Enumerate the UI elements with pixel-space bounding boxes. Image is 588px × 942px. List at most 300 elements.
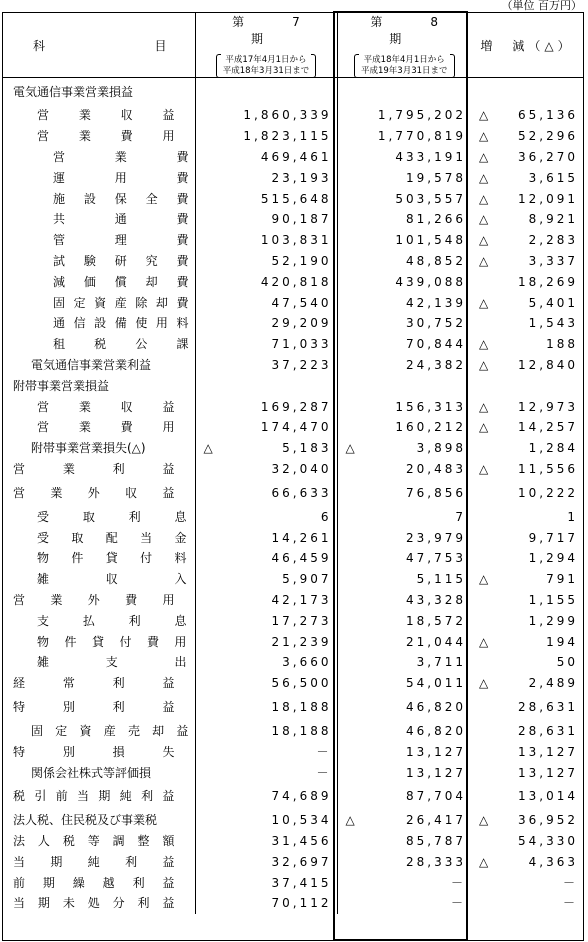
row-subject-char: 益 (162, 399, 175, 414)
table-row (3, 527, 583, 548)
negative-triangle-icon: △ (479, 461, 489, 476)
period8-value-cell (337, 313, 471, 334)
period7-value-cell (195, 126, 337, 147)
row-subject-char: 却 (152, 723, 165, 738)
negative-triangle-icon: △ (479, 357, 489, 372)
period7-value: 70,112 (271, 896, 332, 911)
change-value: 5,401 (528, 295, 578, 310)
period7-value: 32,040 (271, 461, 332, 476)
period8-value: 503,557 (395, 191, 466, 206)
row-subject (3, 396, 195, 417)
row-subject-label: 法人税、住民税及び事業税 (13, 813, 158, 828)
row-subject-char: 純 (87, 854, 100, 869)
change-value: 36,952 (518, 813, 578, 828)
change-value-cell (471, 126, 583, 147)
negative-triangle-icon: △ (479, 813, 489, 828)
negative-triangle-icon: △ (479, 572, 489, 587)
change-value-cell (471, 872, 583, 893)
row-subject-char: 定 (55, 723, 68, 738)
change-value: 188 (546, 337, 578, 352)
negative-triangle-icon: △ (479, 676, 489, 691)
table-row (3, 831, 583, 852)
unit-note: （単位 百万円） (501, 0, 582, 12)
table-row (3, 506, 583, 527)
period8-value: 13,127 (406, 765, 466, 780)
period7-value-cell (195, 147, 337, 168)
negative-triangle-icon: △ (479, 170, 489, 185)
period7-value: 31,456 (271, 834, 332, 849)
period8-value: 18,572 (406, 613, 466, 628)
period8-value: 76,856 (406, 485, 466, 500)
row-subject (3, 292, 195, 313)
row-subject-label (3, 746, 195, 758)
period8-value-cell (337, 167, 471, 188)
change-value: 9,717 (528, 530, 578, 545)
row-subject (3, 167, 195, 188)
change-value: 10,222 (518, 485, 578, 500)
period7-value-cell (195, 313, 337, 334)
row-subject-char: 料 (174, 551, 187, 566)
table-row (3, 78, 583, 106)
row-subject-char: 運 (53, 170, 66, 185)
table-row (3, 631, 583, 652)
row-subject-char: 費 (176, 149, 189, 164)
row-subject-char: 入 (174, 572, 187, 587)
row-subject-label (3, 835, 195, 847)
row-subject-char: 験 (83, 253, 96, 268)
change-value: 1,299 (528, 613, 578, 628)
subject-header (3, 13, 195, 78)
period8-value-cell (337, 569, 471, 590)
period7-value: 103,831 (260, 233, 332, 248)
negative-triangle-icon: △ (479, 634, 489, 649)
row-subject-label (3, 511, 195, 523)
period7-value-cell (195, 230, 337, 251)
row-subject-char: 試 (53, 253, 66, 268)
change-value-cell (471, 78, 583, 106)
row-subject (3, 831, 195, 852)
row-subject-char: 用 (162, 420, 175, 435)
row-subject-char: 分 (112, 896, 125, 911)
row-subject-char: 前 (13, 875, 26, 890)
change-value: 50 (556, 655, 578, 670)
change-value: 4,363 (528, 854, 578, 869)
period7-value: 10,534 (271, 813, 332, 828)
row-subject-char: 額 (162, 834, 175, 849)
row-subject-char: 共 (53, 212, 66, 227)
period8-value-cell (337, 479, 471, 506)
row-subject-char: 用 (162, 129, 175, 144)
row-subject-label (3, 130, 195, 142)
period7-value-cell (195, 652, 337, 673)
row-subject-char: 産 (114, 295, 127, 310)
period7-value-cell (195, 590, 337, 611)
negative-triangle-icon: △ (479, 233, 489, 248)
row-subject-char: 益 (176, 723, 189, 738)
row-subject-char: 産 (103, 723, 116, 738)
row-subject-char: 税 (94, 337, 107, 352)
period7-value: － (316, 744, 332, 759)
table-row (3, 852, 583, 873)
row-subject (3, 569, 195, 590)
period8-value: 47,753 (406, 551, 466, 566)
period7-value: 5,183 (282, 441, 332, 456)
table-row (3, 126, 583, 147)
change-value-cell (471, 271, 583, 292)
row-subject-char: 繰 (72, 875, 85, 890)
change-value: 2,283 (528, 233, 578, 248)
change-header (471, 13, 583, 78)
period7-value: 32,697 (271, 854, 332, 869)
period8-value-cell (337, 105, 471, 126)
row-subject-char: 物 (37, 551, 50, 566)
table-row (3, 209, 583, 230)
period8-value-cell (337, 741, 471, 762)
row-subject-label (3, 656, 195, 668)
row-subject-char: 益 (162, 700, 175, 715)
period8-value-cell (337, 438, 471, 459)
period8-value: 81,266 (406, 212, 466, 227)
change-value-cell (471, 417, 583, 438)
change-value-cell (471, 673, 583, 694)
period7-value-cell (195, 527, 337, 548)
change-value-cell (471, 762, 583, 783)
period7-value: 169,287 (260, 399, 332, 414)
row-subject-char: 費 (176, 170, 189, 185)
table-row (3, 396, 583, 417)
row-subject-label (3, 463, 195, 475)
row-subject (3, 783, 195, 810)
row-subject-label (3, 234, 195, 246)
period7-value-cell (195, 251, 337, 272)
row-subject-char: 純 (119, 789, 132, 804)
row-subject-char: 益 (162, 485, 175, 500)
table-row (3, 459, 583, 480)
change-value: 65,136 (518, 108, 578, 123)
row-subject (3, 271, 195, 292)
row-subject-char: 租 (53, 337, 66, 352)
table-row (3, 355, 583, 376)
period7-value-cell (195, 831, 337, 852)
period7-value-cell (195, 334, 337, 355)
change-value-cell (471, 721, 583, 742)
row-subject-char: 件 (71, 551, 84, 566)
row-subject (3, 694, 195, 721)
change-value: 36,270 (518, 149, 578, 164)
period8-value: 21,044 (406, 634, 466, 649)
row-subject-char: 取 (82, 509, 95, 524)
period8-value-cell (337, 78, 471, 106)
negative-triangle-icon: △ (479, 108, 489, 123)
row-subject-label (3, 487, 195, 499)
row-subject (3, 872, 195, 893)
negative-triangle-icon: △ (479, 129, 489, 144)
row-subject-char: 別 (62, 744, 75, 759)
period8-value-cell (337, 527, 471, 548)
row-subject-char: 営 (13, 485, 26, 500)
period7-value: 18,188 (271, 723, 332, 738)
change-value-cell (471, 631, 583, 652)
period8-value: 26,417 (406, 813, 466, 828)
period7-value: 66,633 (271, 485, 332, 500)
table-row (3, 741, 583, 762)
period7-value-cell (195, 783, 337, 810)
period7-value-cell (195, 105, 337, 126)
change-value-cell (471, 459, 583, 480)
row-subject-char: 当 (13, 854, 26, 869)
period7-value-cell (195, 271, 337, 292)
table-row (3, 417, 583, 438)
change-value: 12,091 (518, 191, 578, 206)
row-subject-char: 失 (162, 744, 175, 759)
row-subject-char: 配 (105, 530, 118, 545)
period7-value-cell (195, 673, 337, 694)
period8-value-cell (337, 251, 471, 272)
period8-value: － (450, 896, 466, 911)
change-value-cell (471, 783, 583, 810)
change-value: 1 (567, 509, 578, 524)
period7-value-cell (195, 631, 337, 652)
change-header-label: 増 減（△） (480, 38, 574, 53)
change-value: 12,840 (518, 357, 578, 372)
change-value: 18,269 (518, 274, 578, 289)
negative-triangle-icon: △ (203, 441, 213, 456)
statement-body (3, 78, 583, 914)
period7-value: 174,470 (260, 420, 332, 435)
statement-grid (3, 13, 583, 914)
change-value-cell (471, 810, 583, 831)
row-subject-label: 電気通信事業営業損益 (13, 84, 134, 99)
period8-value: 1,795,202 (377, 108, 466, 123)
period8-value-cell (337, 610, 471, 631)
period7-value-cell (195, 355, 337, 376)
change-value: 1,155 (528, 592, 578, 607)
row-subject-char: 越 (102, 875, 115, 890)
period8-value-cell (337, 271, 471, 292)
row-subject-char: 期 (98, 789, 111, 804)
period7-value: 1,860,339 (243, 108, 332, 123)
row-subject (3, 721, 195, 742)
row-subject-char: 通 (53, 316, 66, 331)
row-subject-char: 費 (120, 129, 133, 144)
row-subject-char: 息 (174, 509, 187, 524)
period7-header (195, 13, 348, 78)
change-value-cell (471, 147, 583, 168)
table-row (3, 569, 583, 590)
period7-value-cell (195, 167, 337, 188)
change-value-cell (471, 479, 583, 506)
period8-value: 43,328 (406, 592, 466, 607)
row-subject-char: 営 (37, 420, 50, 435)
row-subject (3, 230, 195, 251)
period7-value: 21,239 (271, 634, 332, 649)
row-subject (3, 762, 195, 783)
row-subject (3, 251, 195, 272)
period7-value: 90,187 (271, 212, 332, 227)
change-value: 1,543 (528, 316, 578, 331)
row-subject-char: 人 (37, 834, 50, 849)
row-subject-char: 雑 (37, 655, 50, 670)
header-row (3, 13, 583, 78)
period8-value: 30,752 (406, 316, 466, 331)
period7-value-cell (195, 762, 337, 783)
change-value: 28,631 (518, 700, 578, 715)
period7-value-cell (195, 479, 337, 506)
change-value: 791 (546, 572, 578, 587)
negative-triangle-icon: △ (479, 212, 489, 227)
row-subject-char: 特 (13, 744, 26, 759)
row-subject (3, 741, 195, 762)
period7-value-cell (195, 188, 337, 209)
row-subject-char: 特 (13, 700, 26, 715)
period8-value-cell (337, 783, 471, 810)
period7-value-cell (195, 292, 337, 313)
row-subject-char: 支 (37, 613, 50, 628)
row-subject-label (3, 552, 195, 564)
subject-header-b: 目 (154, 38, 167, 53)
period7-value: 23,193 (271, 170, 332, 185)
change-value: 1,294 (528, 551, 578, 566)
period8-value: 85,787 (406, 834, 466, 849)
row-subject-char: 調 (112, 834, 125, 849)
change-value: 2,489 (528, 676, 578, 691)
change-value-cell (471, 831, 583, 852)
period7-value-cell (195, 694, 337, 721)
row-subject-char: 業 (50, 485, 63, 500)
period8-value: 28,333 (406, 854, 466, 869)
period7-value: 52,190 (271, 253, 332, 268)
row-subject-char: 備 (114, 316, 127, 331)
change-value: － (562, 875, 578, 890)
row-subject-char: 業 (62, 461, 75, 476)
table-row (3, 590, 583, 611)
table-row (3, 548, 583, 569)
change-value-cell (471, 167, 583, 188)
period7-value-cell (195, 417, 337, 438)
period7-value: 6 (320, 509, 332, 524)
period8-value-cell (337, 872, 471, 893)
row-subject-label (3, 109, 195, 121)
period8-value-cell (337, 893, 471, 914)
row-subject (3, 652, 195, 673)
period8-value: － (450, 875, 466, 890)
row-subject-label (3, 401, 195, 413)
row-subject-char: 外 (87, 592, 100, 607)
row-subject-char: 設 (83, 191, 96, 206)
row-subject (3, 438, 195, 459)
period7-value-cell (195, 893, 337, 914)
row-subject (3, 375, 195, 396)
change-value: 52,296 (518, 129, 578, 144)
row-subject-char: 等 (87, 834, 100, 849)
table-row (3, 673, 583, 694)
period8-value: 3,711 (416, 655, 466, 670)
table-row (3, 375, 583, 396)
row-subject-char: 究 (145, 253, 158, 268)
row-subject (3, 548, 195, 569)
row-subject-char: 収 (125, 485, 138, 500)
row-subject (3, 673, 195, 694)
table-row (3, 479, 583, 506)
income-statement-table (2, 12, 584, 941)
period7-from: 平成17年4月1日から (225, 55, 307, 65)
row-subject-char: 税 (62, 834, 75, 849)
period7-value: 469,461 (260, 149, 332, 164)
row-subject-char: 却 (145, 274, 158, 289)
row-subject-char: 費 (176, 212, 189, 227)
row-subject (3, 810, 195, 831)
period8-value-cell (337, 230, 471, 251)
change-value-cell (471, 527, 583, 548)
row-subject-char: 価 (83, 274, 96, 289)
table-row (3, 872, 583, 893)
table-row (3, 762, 583, 783)
row-subject-char: 営 (13, 592, 26, 607)
row-subject-char: 施 (53, 191, 66, 206)
negative-triangle-icon: △ (479, 337, 489, 352)
period7-value: － (316, 765, 332, 780)
row-subject (3, 355, 195, 376)
period8-value-cell (337, 506, 471, 527)
change-value: 12,973 (518, 399, 578, 414)
row-subject-char: 利 (137, 896, 150, 911)
row-subject-char: 物 (37, 634, 50, 649)
change-value-cell (471, 741, 583, 762)
table-row (3, 721, 583, 742)
row-subject-char: 通 (114, 212, 127, 227)
subject-header-a: 科 (33, 38, 46, 53)
period8-value-cell (337, 188, 471, 209)
row-subject (3, 78, 195, 106)
row-subject-char: 期 (50, 854, 63, 869)
row-subject-label (3, 790, 195, 802)
period8-from: 平成18年4月1日から (363, 55, 445, 65)
change-value: 194 (546, 634, 578, 649)
row-subject-char: 当 (140, 530, 153, 545)
period8-value: 46,820 (406, 700, 466, 715)
row-subject-label (3, 725, 195, 737)
row-subject (3, 631, 195, 652)
row-subject-label (3, 317, 195, 329)
period8-value-cell (337, 292, 471, 313)
row-subject-label (3, 877, 195, 889)
row-subject (3, 105, 195, 126)
period8-value: 87,704 (406, 789, 466, 804)
row-subject-label (3, 213, 195, 225)
row-subject-char: 益 (162, 896, 175, 911)
period8-value: 48,852 (406, 253, 466, 268)
row-subject-char: 営 (37, 108, 50, 123)
row-subject-label (3, 421, 195, 433)
row-subject-label (3, 338, 195, 350)
change-value: 3,615 (528, 170, 578, 185)
row-subject-char: 費 (120, 420, 133, 435)
period8-value: 46,820 (406, 723, 466, 738)
table-row (3, 694, 583, 721)
table-row (3, 230, 583, 251)
row-subject-char: 課 (176, 337, 189, 352)
row-subject-char: 研 (114, 253, 127, 268)
period8-value: 20,483 (406, 461, 466, 476)
change-value-cell (471, 105, 583, 126)
period8-value: 19,578 (406, 170, 466, 185)
period8-value-cell (337, 147, 471, 168)
period8-value: 156,313 (395, 399, 466, 414)
row-subject-char: 営 (53, 149, 66, 164)
row-subject-char: 期 (42, 875, 55, 890)
row-subject (3, 506, 195, 527)
row-subject-char: 用 (155, 316, 168, 331)
